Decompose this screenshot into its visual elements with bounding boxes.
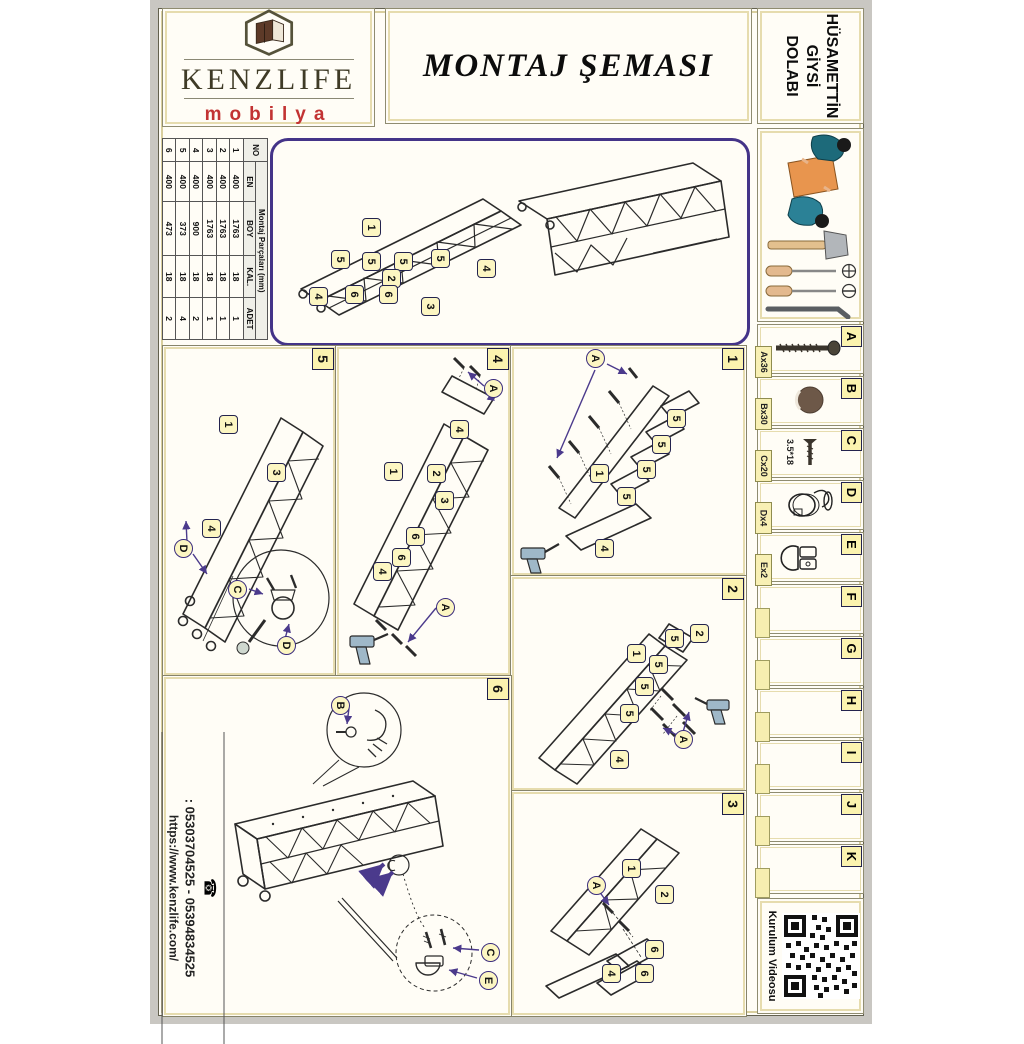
step-number: 4 — [487, 348, 509, 370]
part-badge: 4 — [202, 519, 221, 538]
step-panel-2 — [510, 575, 747, 792]
part-badge: 4 — [595, 539, 614, 558]
hardware-item-J — [757, 792, 864, 842]
hardware-item-G — [757, 636, 864, 686]
table-title: Montaj Parçaları (mm) — [255, 162, 267, 340]
hardware-qty-empty — [755, 764, 770, 794]
hardware-letter-K: K — [841, 846, 862, 867]
part-badge: 5 — [431, 249, 450, 268]
step-number: 2 — [722, 578, 744, 600]
instruction-sheet — [150, 0, 872, 1024]
step-panel-1 — [510, 345, 747, 577]
hardware-badge: A — [436, 598, 455, 617]
part-badge: 5 — [617, 487, 636, 506]
step3-art — [511, 791, 744, 1014]
hardware-qty-empty — [755, 816, 770, 846]
part-badge: 6 — [345, 285, 364, 304]
brand-name: KENZLIFE — [180, 63, 357, 97]
part-badge: 4 — [602, 964, 621, 983]
hardware-badge: A — [674, 730, 693, 749]
part-badge: 6 — [635, 964, 654, 983]
part-badge: 3 — [435, 491, 454, 510]
step5-art — [163, 346, 334, 674]
workers-illustration — [788, 135, 851, 228]
hardware-letter-D: D — [841, 482, 862, 503]
hardware-qty-empty — [755, 608, 770, 638]
part-badge: 1 — [590, 464, 609, 483]
part-badge: 5 — [635, 677, 654, 696]
step-number: 5 — [312, 348, 334, 370]
tools-box — [757, 128, 864, 322]
brand-subtitle: mobilya — [204, 104, 333, 125]
hardware-letter-G: G — [841, 638, 862, 659]
part-badge: 6 — [645, 940, 664, 959]
hardware-badge: A — [484, 379, 503, 398]
hardware-item-A — [757, 324, 864, 374]
product-name-box — [757, 8, 864, 124]
table-row: 3 400 1763 18 1 — [203, 139, 216, 340]
part-badge: 4 — [477, 259, 496, 278]
part-badge: 6 — [379, 285, 398, 304]
hardware-letter-H: H — [841, 690, 862, 711]
hardware-badge: D — [277, 636, 296, 655]
part-badge: 5 — [652, 435, 671, 454]
hardware-item-C — [757, 428, 864, 478]
part-badge: 5 — [667, 409, 686, 428]
step-panel-5 — [162, 345, 337, 677]
screw-size-note: 3.5*18 — [785, 438, 795, 466]
hardware-letter-C: C — [841, 430, 862, 451]
hardware-item-K — [757, 844, 864, 894]
step-number: 6 — [487, 678, 509, 700]
hardware-badge: D — [174, 539, 193, 558]
hardware-badge: A — [587, 876, 606, 895]
allen-key-icon — [768, 309, 848, 317]
hammer-icon — [768, 231, 848, 259]
product-name — [781, 14, 841, 119]
hardware-item-D — [757, 480, 864, 530]
part-badge: 1 — [384, 462, 403, 481]
hardware-letter-J: J — [841, 794, 862, 815]
step4-art — [336, 346, 509, 674]
tools-illustration — [758, 129, 861, 319]
hardware-letter-I: I — [841, 742, 862, 763]
product-line-1: HÜSAMETTİN — [822, 13, 840, 119]
hardware-qty-D: Dx4 — [755, 502, 772, 534]
col-boy: BOY — [243, 202, 255, 256]
part-badge: 5 — [649, 655, 668, 674]
parts-table-wrap — [162, 138, 268, 340]
qr-code[interactable] — [782, 913, 860, 999]
part-badge: 5 — [331, 250, 350, 269]
hardware-badge: B — [331, 696, 350, 715]
part-badge: 6 — [392, 548, 411, 567]
part-badge: 1 — [219, 415, 238, 434]
screwdriver-phillips-icon — [766, 265, 856, 278]
step-number: 1 — [722, 348, 744, 370]
hardware-letter-A: A — [841, 326, 862, 347]
part-badge: 5 — [394, 252, 413, 271]
step-panel-6 — [162, 675, 512, 1017]
hardware-letter-F: F — [841, 586, 862, 607]
part-badge: 4 — [450, 420, 469, 439]
part-badge: 4 — [610, 750, 629, 769]
part-badge: 5 — [362, 252, 381, 271]
product-line-3: DOLABI — [782, 35, 800, 97]
part-badge: 4 — [309, 287, 328, 306]
hexagon-cabinet-icon — [239, 9, 299, 56]
hardware-item-H — [757, 688, 864, 738]
part-badge: 6 — [406, 527, 425, 546]
hardware-badge: C — [481, 943, 500, 962]
part-badge: 1 — [362, 218, 381, 237]
hardware-letter-B: B — [841, 378, 862, 399]
table-row: 2 400 1763 18 1 — [216, 139, 229, 340]
logo-rule-bottom — [184, 98, 354, 99]
hardware-qty-A: Ax36 — [755, 346, 772, 378]
hardware-qty-C: Cx20 — [755, 450, 772, 482]
table-row: 6 400 473 18 2 — [163, 139, 176, 340]
part-badge: 2 — [655, 885, 674, 904]
title-box — [385, 8, 752, 124]
hardware-qty-empty — [755, 660, 770, 690]
qr-box — [757, 898, 864, 1014]
part-badge: 1 — [627, 644, 646, 663]
step-panel-4 — [335, 345, 512, 677]
brand-logo — [162, 8, 375, 127]
part-badge: 5 — [665, 629, 684, 648]
hardware-letter-E: E — [841, 534, 862, 555]
step-number: 3 — [722, 793, 744, 815]
table-row: 1 400 1763 18 1 — [230, 139, 243, 340]
hardware-qty-empty — [755, 712, 770, 742]
part-badge: 4 — [373, 562, 392, 581]
part-badge: 2 — [427, 464, 446, 483]
part-badge: 2 — [690, 624, 709, 643]
qr-label: Kurulum Videosu — [766, 910, 778, 1002]
step1-art — [511, 346, 744, 574]
table-row: 5 400 373 18 4 — [176, 139, 189, 340]
hardware-qty-E: Ex2 — [755, 554, 772, 586]
parts-table — [162, 138, 268, 340]
part-badge: 2 — [382, 269, 401, 288]
website-url[interactable]: https://www.kenzlife.com/ — [166, 814, 181, 962]
hardware-badge: A — [586, 349, 605, 368]
part-badge: 3 — [267, 463, 286, 482]
col-kal: KAL. — [243, 256, 255, 298]
col-no: NO — [243, 139, 267, 162]
part-badge: 5 — [637, 460, 656, 479]
hardware-badge: E — [479, 971, 498, 990]
screwdriver-flat-icon — [766, 285, 856, 298]
phone-icon: ☎ — [200, 878, 218, 898]
product-line-2: GİYSİ — [802, 44, 820, 88]
page-title: MONTAJ ŞEMASI — [422, 47, 714, 84]
col-adet: ADET — [243, 298, 255, 340]
overview-diagram — [270, 138, 750, 346]
contact-strip — [162, 732, 225, 1044]
overview-art — [273, 141, 741, 337]
hardware-item-I — [757, 740, 864, 790]
hardware-badge: C — [228, 580, 247, 599]
part-badge: 5 — [620, 704, 639, 723]
hardware-item-B — [757, 376, 864, 426]
phone-numbers: : 05303704525 - 05394834525 — [182, 798, 198, 978]
logo-rule-top — [184, 59, 354, 60]
part-badge: 1 — [622, 859, 641, 878]
table-row: 4 400 900 18 2 — [189, 139, 202, 340]
col-en: EN — [243, 162, 255, 202]
part-badge: 3 — [421, 297, 440, 316]
hardware-qty-B: Bx30 — [755, 398, 772, 430]
hardware-item-F — [757, 584, 864, 634]
hardware-item-E — [757, 532, 864, 582]
hardware-qty-empty — [755, 868, 770, 898]
step-panel-3 — [510, 790, 747, 1017]
